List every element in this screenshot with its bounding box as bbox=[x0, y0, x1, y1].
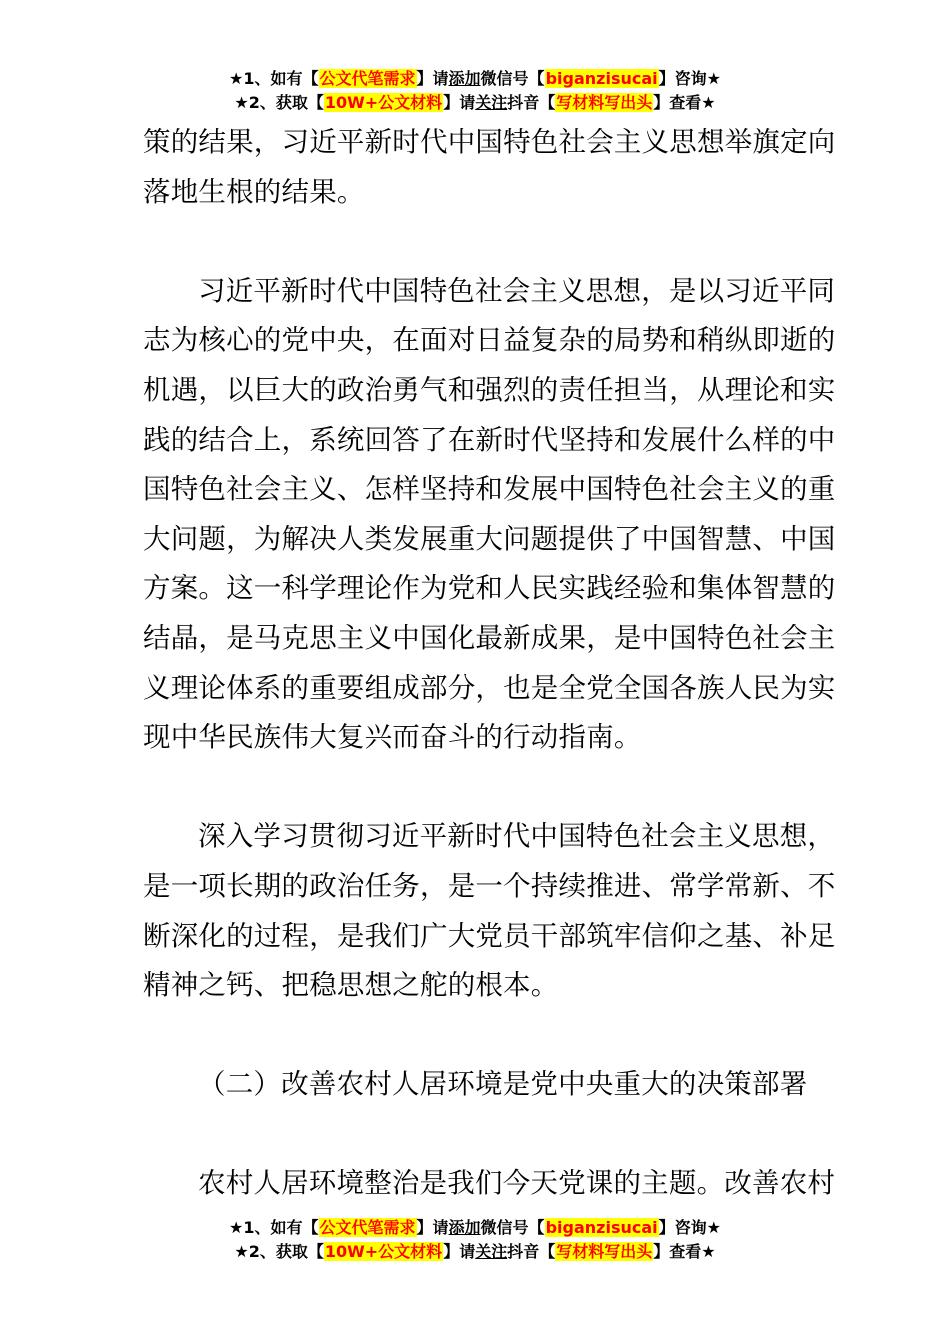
promo-banner-top bbox=[0, 67, 950, 115]
highlight-service: 公文代笔需求 bbox=[319, 69, 416, 88]
highlight-materials: 10W+公文材料 bbox=[324, 1242, 443, 1261]
paragraph-rural-environment: 农村人居环境整治是我们今天党课的主题。改善农村 bbox=[198, 1167, 836, 1200]
promo-line-2: ★2、获取【10W+公文材料】请关注抖音【写材料写出头】查看★ bbox=[234, 93, 716, 112]
highlight-wechat-id: biganzisucai bbox=[545, 1218, 658, 1237]
promo-line-1: ★1、如有【公文代笔需求】请添加微信号【biganzisucai】咨询★ bbox=[229, 1218, 721, 1237]
promo-banner-bottom bbox=[0, 1216, 950, 1264]
paragraph-thought-definition: 习近平新时代中国特色社会主义思想，是以习近平同 志为核心的党中央，在面对日益复杂的局势和稍纵即逝的 机遇，以巨大的政治勇气和强烈的责任担当，从理论和实 践的结合上，系统回答了在新时代坚持和发展什么样的中 国特色社会主义、怎样坚持和发展中国特色社会主义的重 大问题，为解决人类发展重大问题提供了中国智慧、中国 方案。这一科学理论作为党和人民实践经验和集体智慧的 结晶，是马克思主义中国化最新成果，是中国特色社会主 义理论体系的重要组成部分，也是全党全国各族人民为实 现中华民族伟大复兴而奋斗的行动指南。 bbox=[143, 274, 836, 754]
paragraph-continued: 策的结果，习近平新时代中国特色社会主义思想举旗定向 落地生根的结果。 bbox=[143, 126, 836, 208]
highlight-wechat-id: biganzisucai bbox=[545, 69, 658, 88]
star-icon: ★ bbox=[234, 93, 249, 112]
document-body bbox=[143, 118, 836, 1209]
highlight-douyin-id: 写材料写出头 bbox=[556, 93, 653, 112]
star-icon: ★ bbox=[229, 69, 244, 88]
section-heading: （二）改善农村人居环境是党中央重大的决策部署 bbox=[198, 1068, 808, 1101]
promo-line-1: ★1、如有【公文代笔需求】请添加微信号【biganzisucai】咨询★ bbox=[229, 69, 721, 88]
star-icon: ★ bbox=[229, 1218, 244, 1237]
paragraph-study-task: 深入学习贯彻习近平新时代中国特色社会主义思想， 是一项长期的政治任务，是一个持续推进、常学常新、不 断深化的过程，是我们广大党员干部筑牢信仰之基、补足 精神之钙、把稳思想之舵的根本。 bbox=[143, 820, 836, 1002]
highlight-materials: 10W+公文材料 bbox=[324, 93, 443, 112]
promo-line-2: ★2、获取【10W+公文材料】请关注抖音【写材料写出头】查看★ bbox=[234, 1242, 716, 1261]
highlight-service: 公文代笔需求 bbox=[319, 1218, 416, 1237]
star-icon: ★ bbox=[234, 1242, 249, 1261]
highlight-douyin-id: 写材料写出头 bbox=[556, 1242, 653, 1261]
